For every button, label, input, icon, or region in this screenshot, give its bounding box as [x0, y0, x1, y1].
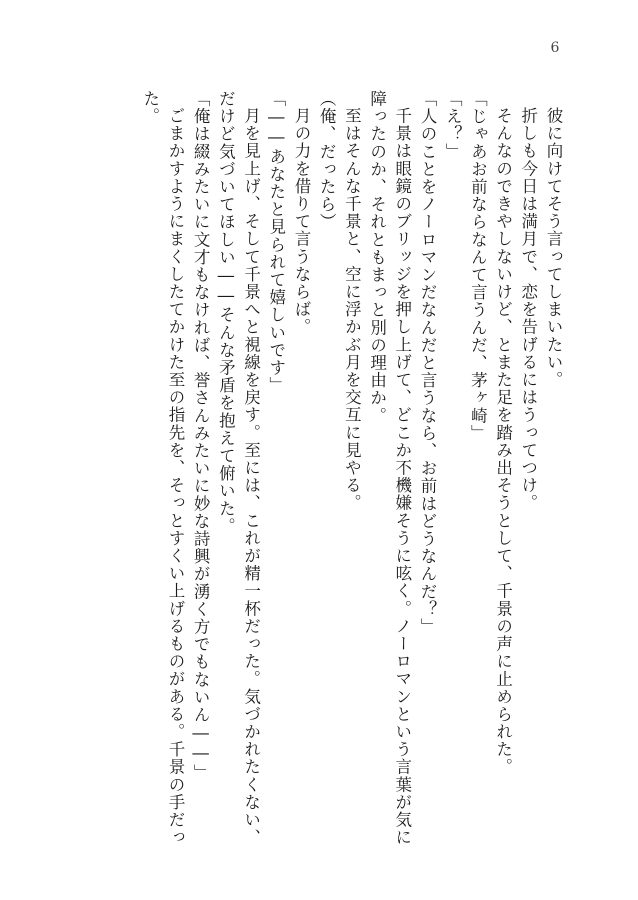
- novel-text: [106, 90, 566, 860]
- paragraph: 月の力を借りて言うならば。: [291, 106, 311, 336]
- dialogue-line: 「――あなたと見られて嬉しいです」: [266, 90, 286, 395]
- paragraph: 至はそんな千景と、空に浮かぶ月を交互に見やる。: [342, 106, 362, 512]
- page-number: 6: [550, 40, 560, 56]
- dialogue-line: 「じゃあお前ならなんて言うんだ、茅ヶ崎」: [468, 90, 488, 442]
- paragraph: 月を見上げ、そして千景へと視線を戻す。至には、これが精一杯だった。気づかれたくない、だけど気づいてほしい――そんな矛盾を抱えて俯いた。: [216, 90, 261, 846]
- paragraph: 彼に向けてそう言ってしまいたい。: [544, 106, 563, 389]
- paragraph: ごまかすようにまくしたてかけた至の指先を、そっとすくい上げるものがある。千景の手だった。: [140, 90, 185, 846]
- paragraph: そんなのできやしないけど、とまた足を踏み出そうとして、千景の声に止められた。: [493, 106, 513, 776]
- paragraph: 折しも今日は満月で、恋を告げるにはうってつけ。: [518, 106, 538, 512]
- dialogue-line: 「え？」: [443, 90, 463, 161]
- inner-thought-line: （俺、だったら）: [317, 90, 337, 231]
- dialogue-line: 「人のことをノーロマンだなんだと言うなら、お前はどうなんだ？」: [417, 90, 437, 636]
- paragraph: 千景は眼鏡のブリッジを押し上げて、どこか不機嫌そうに呟く。ノーロマンという言葉が気に障ったのか、それともまっと別の理由か。: [367, 90, 412, 846]
- dialogue-line: 「俺は綴みたいに文才もなければ、誉さんみたいに妙な詩興が湧く方でもないん――」: [191, 90, 211, 782]
